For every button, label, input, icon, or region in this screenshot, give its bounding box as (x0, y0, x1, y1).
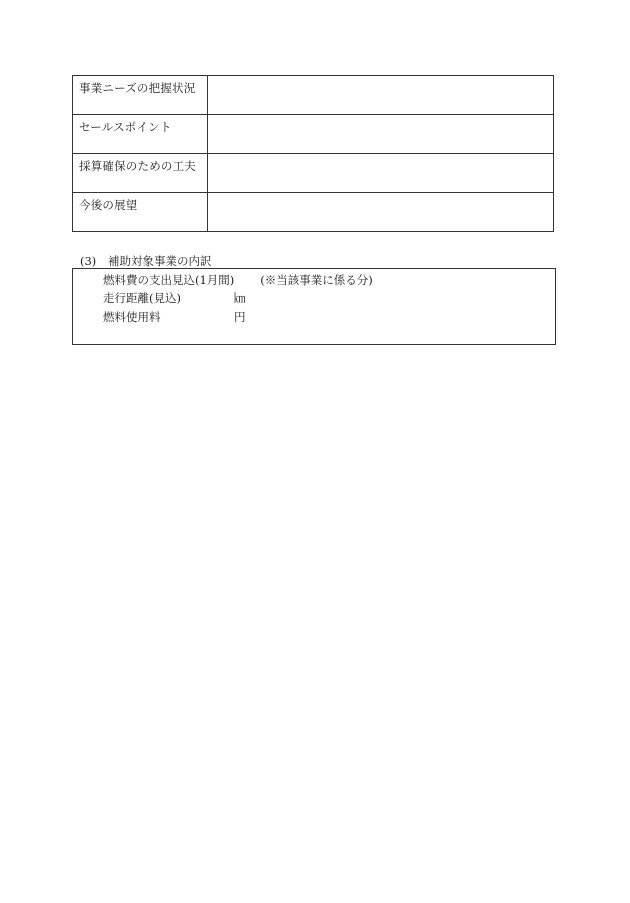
row-label-profitability: 採算確保のための工夫 (73, 154, 208, 193)
fuel-cost-unit: 円 (234, 310, 246, 324)
row-label-needs: 事業ニーズの把握状況 (73, 76, 208, 115)
row-value-outlook (208, 193, 554, 232)
table-row (73, 76, 554, 115)
row-value-needs (208, 76, 554, 115)
fuel-outlook-line (103, 272, 373, 288)
section-title: 補助対象事業の内訳 (108, 254, 212, 268)
table-row (73, 193, 554, 232)
row-label-outlook: 今後の展望 (73, 193, 208, 232)
fuel-cost-label: 燃料使用料 (103, 310, 161, 324)
business-plan-table (72, 75, 554, 232)
section-3-heading (80, 253, 212, 269)
row-label-selling-point: セールスポイント (73, 115, 208, 154)
fuel-outlook-label: 燃料費の支出見込(1月間) (103, 273, 235, 287)
breakdown-box (72, 268, 556, 345)
table-row (73, 115, 554, 154)
distance-unit: ㎞ (234, 291, 246, 305)
distance-label: 走行距離(見込) (103, 291, 181, 305)
table-row (73, 154, 554, 193)
fuel-outlook-note: (※当該事業に係る分) (260, 273, 373, 287)
row-value-selling-point (208, 115, 554, 154)
row-value-profitability (208, 154, 554, 193)
section-number: (3) (80, 254, 97, 268)
